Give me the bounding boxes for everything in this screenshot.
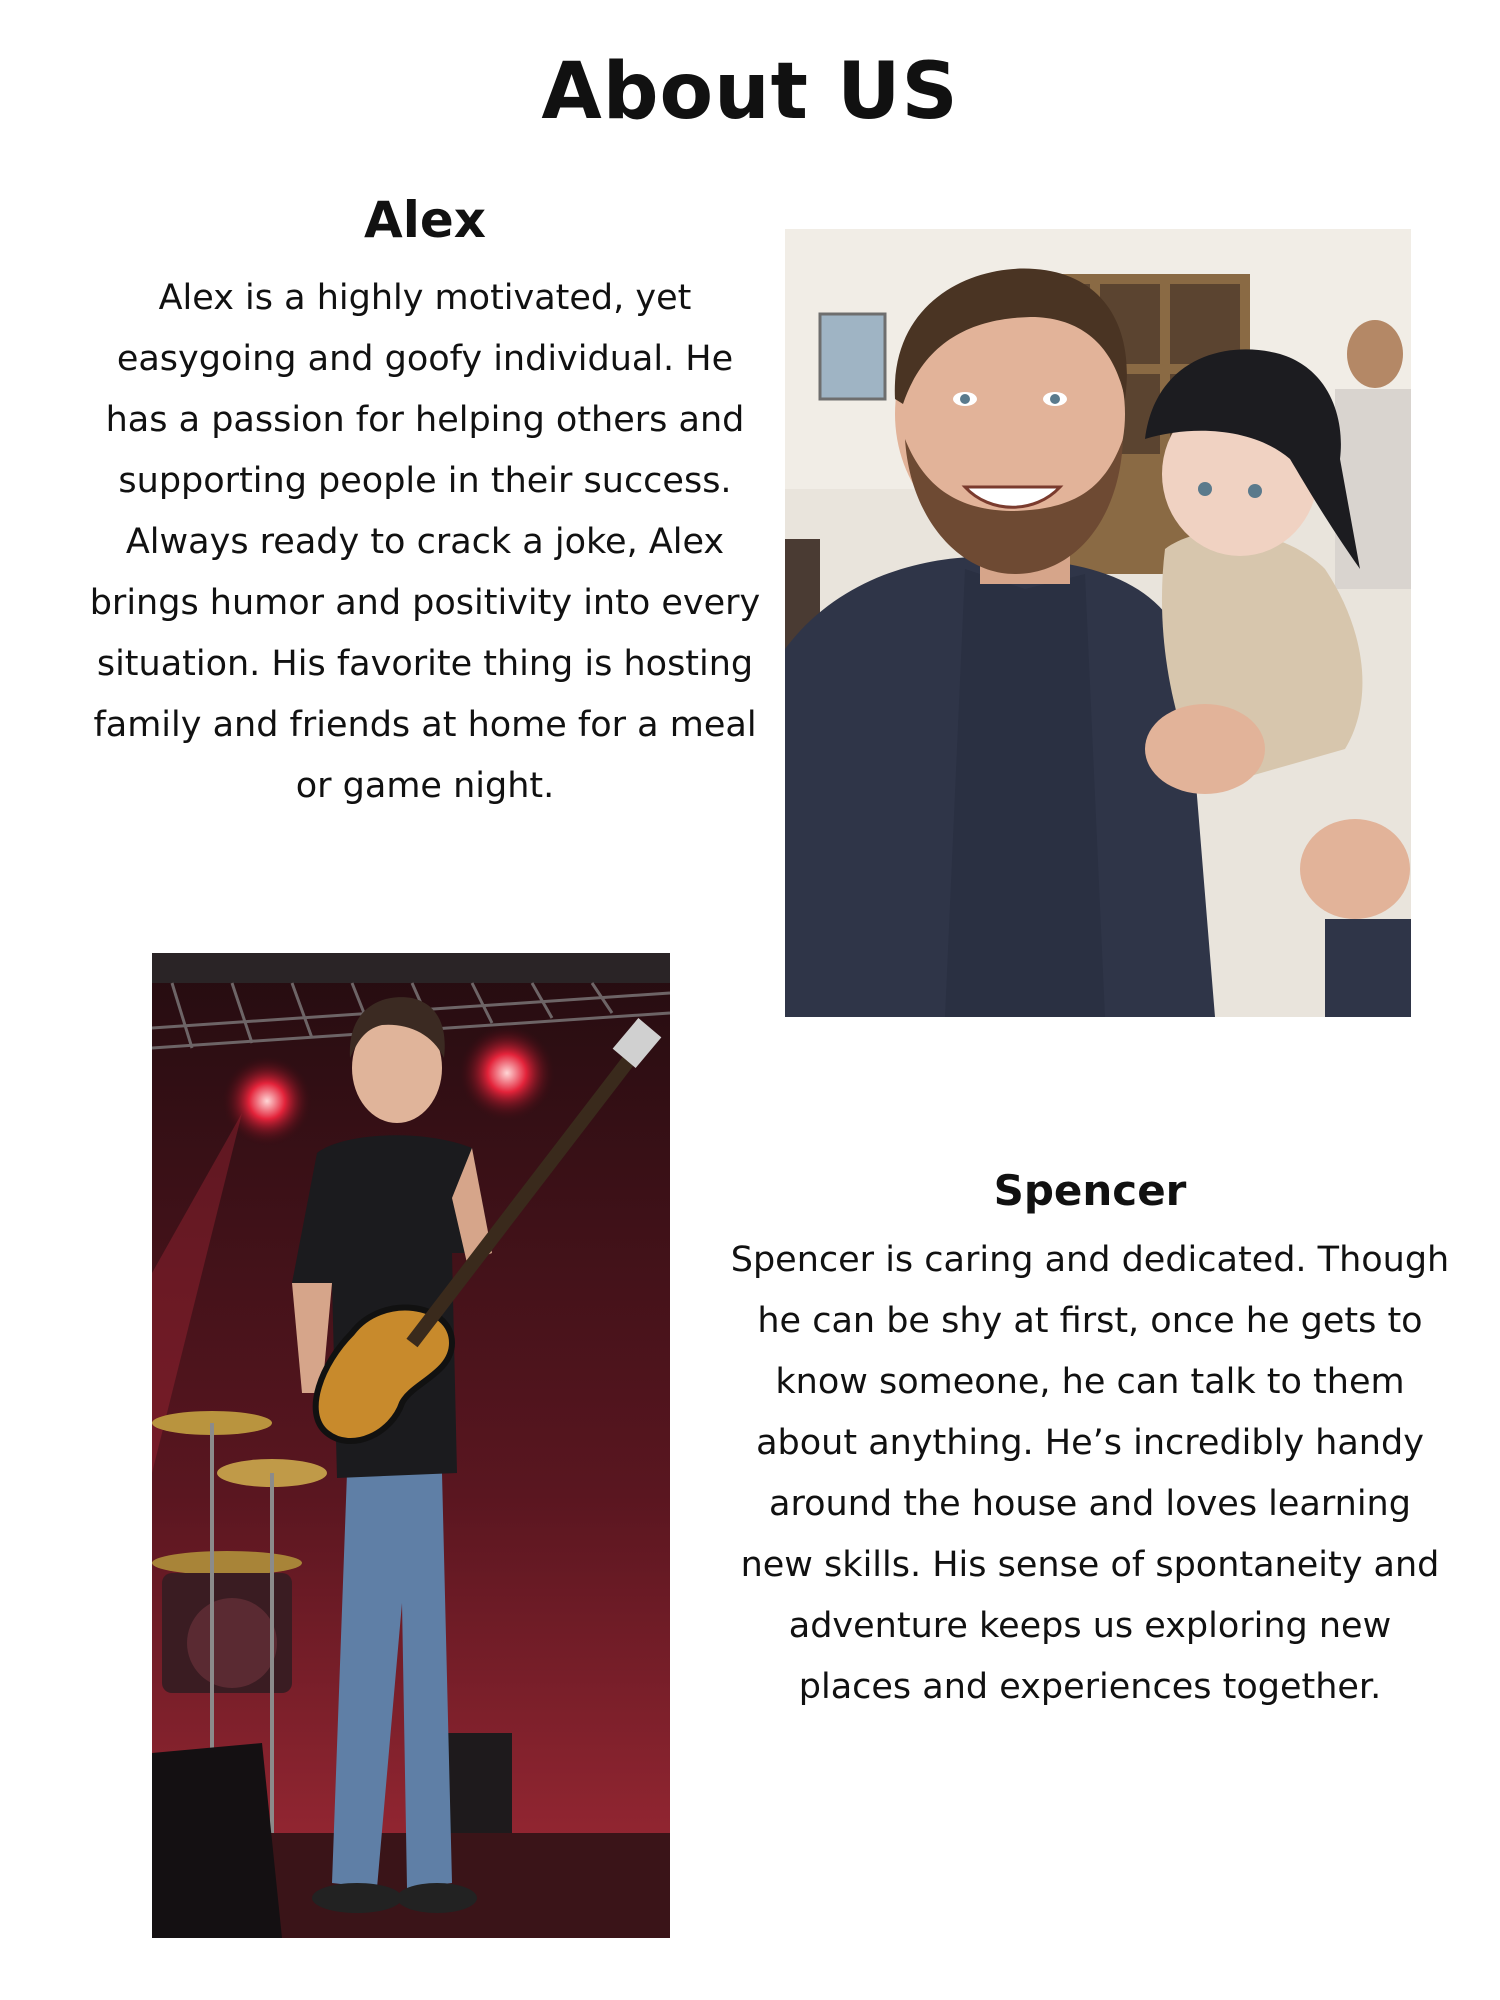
spencer-name-heading: Spencer (993, 1166, 1187, 1215)
alex-name-heading: Alex (364, 191, 486, 249)
page-title: About US (541, 47, 959, 137)
alex-photo (785, 229, 1411, 1017)
spencer-bio-text: Spencer is caring and dedicated. Though he can be shy at first, once he gets to know someone, he can talk to them about anything. He’s incredibly handy around the house and loves learning new skills. His sense of spontaneity and adventure keeps us exploring new places and experiences together. (730, 1240, 1450, 1707)
alex-bio-text: Alex is a highly motivated, yet easygoing and goofy individual. He has a passion for helping others and supporting people in their success. Always ready to crack a joke, Alex brings humor and positivity into every situation. His favorite thing is hosting family and friends at home for a meal or game night. (89, 278, 761, 806)
spencer-photo (152, 953, 670, 1938)
